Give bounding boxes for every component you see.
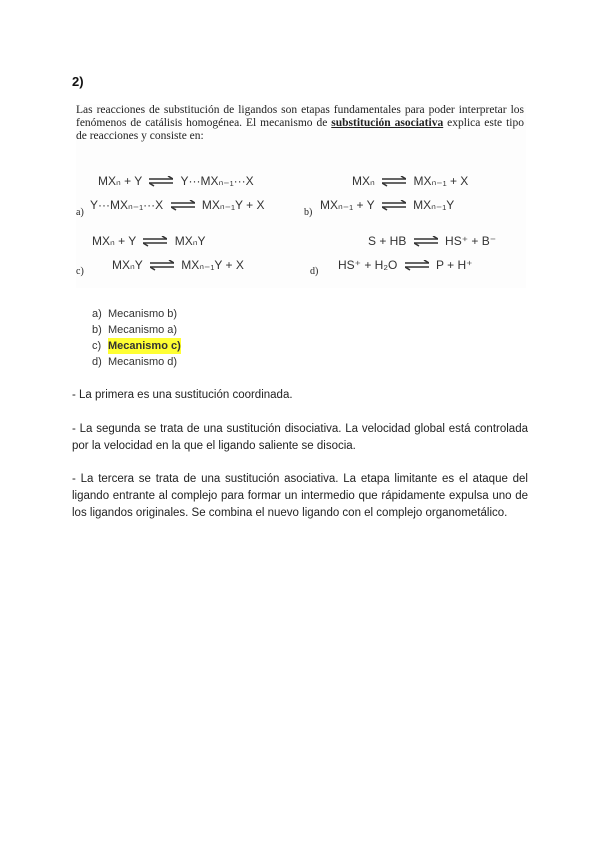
- option-text: Mecanismo b): [108, 308, 178, 320]
- reaction-left: MXₙ: [352, 174, 375, 188]
- option-c[interactable]: [92, 338, 181, 354]
- equilibrium-arrow-icon: [171, 200, 195, 211]
- reaction-left: Y···MXₙ₋₁···X: [90, 198, 164, 212]
- option-text: Mecanismo d): [108, 356, 178, 368]
- equilibrium-arrow-icon: [382, 200, 406, 211]
- mechanism-c-step2: [112, 258, 244, 272]
- answer-options: [92, 306, 181, 370]
- explanation-second: - La segunda se trata de una sustitución disociativa. La velocidad global está controlada por la velocidad en la que el ligando saliente se disocia.: [72, 423, 528, 452]
- option-letter: a): [92, 308, 102, 320]
- equilibrium-arrow-icon: [143, 236, 167, 247]
- mechanism-d-step1: [368, 234, 496, 248]
- reaction-left: HS⁺ + H₂O: [338, 258, 398, 272]
- reaction-right: MXₙ₋₁ + X: [413, 174, 469, 188]
- equilibrium-arrow-icon: [414, 236, 438, 247]
- equilibrium-arrow-icon: [405, 260, 429, 271]
- reaction-right: MXₙ₋₁Y + X: [181, 258, 244, 272]
- option-letter: c): [92, 340, 102, 352]
- explanation-first: - La primera es una sustitución coordinada.: [72, 389, 293, 401]
- mechanism-b-label: b): [304, 207, 313, 218]
- mechanism-a-label: a): [76, 207, 84, 218]
- question-number: 2): [72, 74, 84, 89]
- reaction-right: MXₙY: [174, 234, 206, 248]
- mechanism-b-step1: [352, 174, 468, 188]
- intro-emphasis: substitución asociativa: [331, 117, 444, 129]
- scanned-question-image: [76, 104, 526, 288]
- equilibrium-arrow-icon: [382, 176, 406, 187]
- explanation-third: - La tercera se trata de una sustitución asociativa. La etapa limitante es el ataque del ligando entrante al complejo para formar un intermedio que rápidamente expulsa uno de los ligandos originales. Se combina el nuevo ligando con el complejo organometálico.: [72, 473, 528, 519]
- mechanism-d-step2: [338, 258, 473, 272]
- mechanism-c-label: c): [76, 266, 84, 277]
- intro-text-after: explica este tipo de reacciones y consiste en:: [76, 117, 524, 142]
- reaction-right: MXₙ₋₁Y: [413, 198, 455, 212]
- reaction-left: MXₙ + Y: [98, 174, 143, 188]
- option-b[interactable]: [92, 322, 181, 338]
- option-d[interactable]: [92, 354, 181, 370]
- mechanism-b-step2: [320, 198, 454, 212]
- mechanism-c-step1: [92, 234, 206, 248]
- reaction-right: P + H⁺: [436, 258, 473, 272]
- reaction-right: HS⁺ + B⁻: [445, 234, 497, 248]
- reaction-left: S + HB: [368, 234, 407, 248]
- reaction-left: MXₙ + Y: [92, 234, 137, 248]
- mechanism-a-step1: [98, 174, 254, 188]
- reaction-left: MXₙ₋₁ + Y: [320, 198, 375, 212]
- option-text: Mecanismo a): [108, 324, 178, 336]
- mechanism-a-step2: [90, 198, 264, 212]
- option-letter: b): [92, 324, 102, 336]
- intro-paragraph: [76, 104, 524, 143]
- equilibrium-arrow-icon: [150, 260, 174, 271]
- option-letter: d): [92, 356, 102, 368]
- equilibrium-arrow-icon: [149, 176, 173, 187]
- intro-text-before: Las reacciones de substitución de ligandos son etapas fundamentales para poder interpretar los fenómenos de catálisis homogénea. El mecanismo de: [76, 104, 524, 129]
- reaction-right: MXₙ₋₁Y + X: [201, 198, 265, 212]
- option-a[interactable]: [92, 306, 181, 322]
- reaction-right: Y···MXₙ₋₁···X: [180, 174, 254, 188]
- option-text-highlighted: Mecanismo c): [108, 340, 181, 352]
- mechanism-d-label: d): [310, 266, 319, 277]
- reaction-left: MXₙY: [112, 258, 143, 272]
